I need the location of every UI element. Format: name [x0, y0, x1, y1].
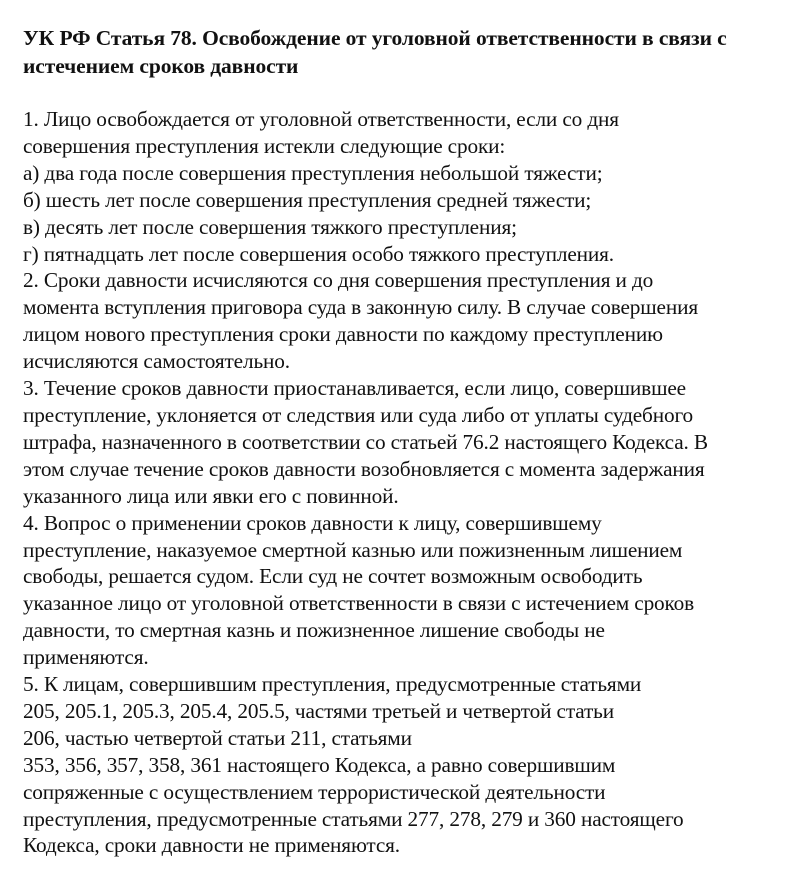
- text-line: совершения преступления истекли следующие сроки:: [23, 133, 506, 158]
- text-line: 3. Течение сроков давности приостанавливается, если лицо, совершившее: [23, 376, 686, 401]
- article-title: [23, 24, 802, 80]
- text-line: свободы, решается судом. Если суд не сочтет возможным освободить: [23, 564, 643, 589]
- text-line: применяются.: [23, 645, 149, 670]
- paragraph-5: [23, 671, 802, 859]
- text-line: сопряженные с осуществлением террористической деятельности: [23, 779, 606, 804]
- title-line: УК РФ Статья 78. Освобождение от уголовной ответственности в связи с: [23, 26, 727, 50]
- list-item-g: г) пятнадцать лет после совершения особо тяжкого преступления.: [23, 241, 614, 266]
- text-line: 1. Лицо освобождается от уголовной ответственности, если со дня: [23, 107, 619, 131]
- title-line: истечением сроков давности: [23, 54, 299, 78]
- text-line: Кодекса, сроки давности не применяются.: [23, 833, 400, 858]
- text-line: исчисляются самостоятельно.: [23, 349, 290, 374]
- text-line: преступление, уклоняется от следствия или суда либо от уплаты судебного: [23, 402, 694, 427]
- text-line: 4. Вопрос о применении сроков давности к лицу, совершившему: [23, 510, 602, 535]
- text-line: лицом нового преступления сроки давности по каждому преступлению: [23, 322, 663, 347]
- text-line: преступление, наказуемое смертной казнью или пожизненным лишением: [23, 537, 683, 562]
- text-line: момента вступления приговора суда в законную силу. В случае совершения: [23, 295, 698, 320]
- text-line: указанного лица или явки его с повинной.: [23, 483, 399, 508]
- paragraph-1: [23, 106, 802, 267]
- list-item-b: б) шесть лет после совершения преступления средней тяжести;: [23, 187, 592, 212]
- text-line: 2. Сроки давности исчисляются со дня совершения преступления и до: [23, 268, 654, 293]
- document-page: [23, 24, 802, 859]
- text-line: этом случае течение сроков давности возобновляется с момента задержания: [23, 456, 705, 481]
- text-line: 5. К лицам, совершившим преступления, предусмотренные статьями: [23, 672, 642, 697]
- text-line: давности, то смертная казнь и пожизненное лишение свободы не: [23, 618, 605, 643]
- text-line: 353, 356, 357, 358, 361 настоящего Кодекса, а равно совершившим: [23, 752, 616, 777]
- paragraph-4: [23, 510, 802, 671]
- paragraph-2: [23, 267, 802, 375]
- text-line: 205, 205.1, 205.3, 205.4, 205.5, частями третьей и четвертой статьи: [23, 698, 614, 723]
- text-line: 206, частью четвертой статьи 211, статьями: [23, 725, 412, 750]
- text-line: штрафа, назначенного в соответствии со статьей 76.2 настоящего Кодекса. В: [23, 429, 708, 454]
- list-item-a: а) два года после совершения преступления небольшой тяжести;: [23, 160, 603, 185]
- list-item-v: в) десять лет после совершения тяжкого преступления;: [23, 214, 517, 239]
- text-line: указанное лицо от уголовной ответственности в связи с истечением сроков: [23, 591, 695, 616]
- article-body: [23, 106, 802, 859]
- paragraph-3: [23, 375, 802, 510]
- text-line: преступления, предусмотренные статьями 277, 278, 279 и 360 настоящего: [23, 806, 684, 831]
